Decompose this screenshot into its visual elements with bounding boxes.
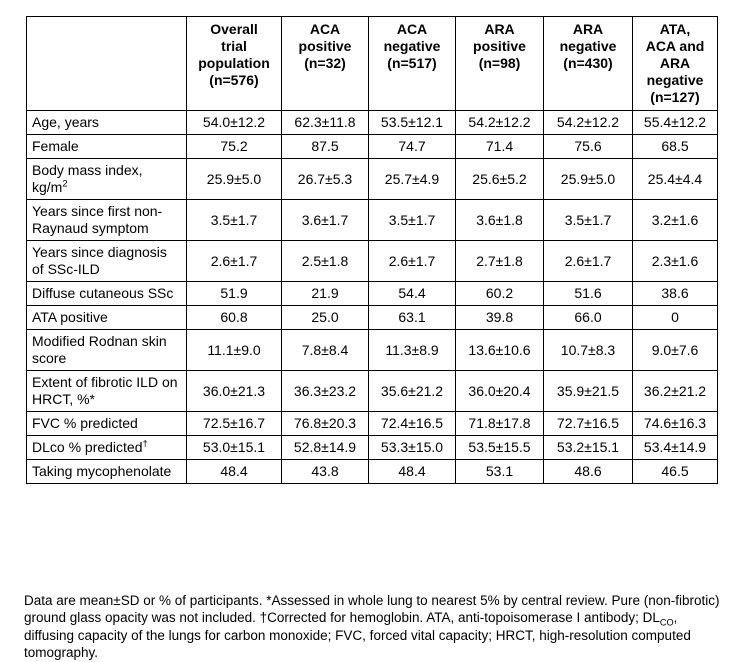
cell-value: 25.7±4.9 bbox=[369, 159, 456, 200]
cell-value: 53.5±12.1 bbox=[369, 111, 456, 135]
table-row bbox=[27, 371, 718, 412]
column-header: ACA negative (n=517) bbox=[369, 17, 456, 111]
row-label: DLco % predicted† bbox=[27, 436, 187, 460]
cell-value: 60.8 bbox=[187, 306, 282, 330]
superscript-marker: 2 bbox=[62, 178, 68, 190]
table-body bbox=[27, 111, 718, 484]
cell-value: 36.0±21.3 bbox=[187, 371, 282, 412]
table-row bbox=[27, 436, 718, 460]
cell-value: 71.4 bbox=[456, 135, 544, 159]
cell-value: 43.8 bbox=[282, 460, 369, 484]
cell-value: 53.3±15.0 bbox=[369, 436, 456, 460]
cell-value: 75.6 bbox=[544, 135, 633, 159]
cell-value: 60.2 bbox=[456, 282, 544, 306]
column-header: ARA negative (n=430) bbox=[544, 17, 633, 111]
cell-value: 11.3±8.9 bbox=[369, 330, 456, 371]
cell-value: 11.1±9.0 bbox=[187, 330, 282, 371]
table-row bbox=[27, 412, 718, 436]
cell-value: 13.6±10.6 bbox=[456, 330, 544, 371]
cell-value: 26.7±5.3 bbox=[282, 159, 369, 200]
cell-value: 54.4 bbox=[369, 282, 456, 306]
row-label: Female bbox=[27, 135, 187, 159]
cell-value: 87.5 bbox=[282, 135, 369, 159]
cell-value: 25.6±5.2 bbox=[456, 159, 544, 200]
cell-value: 53.5±15.5 bbox=[456, 436, 544, 460]
row-label: Body mass index, $kg/m^2$ bbox=[27, 159, 187, 200]
subscript-marker: CO bbox=[659, 617, 674, 628]
cell-value: 62.3±11.8 bbox=[282, 111, 369, 135]
cell-value: 25.4±4.4 bbox=[633, 159, 718, 200]
cell-value: 54.0±12.2 bbox=[187, 111, 282, 135]
cell-value: 2.6±1.7 bbox=[187, 241, 282, 282]
row-label: ATA positive bbox=[27, 306, 187, 330]
cell-value: 48.6 bbox=[544, 460, 633, 484]
table-row bbox=[27, 241, 718, 282]
cell-value: 36.0±20.4 bbox=[456, 371, 544, 412]
cell-value: 3.2±1.6 bbox=[633, 200, 718, 241]
cell-value: 68.5 bbox=[633, 135, 718, 159]
cell-value: 74.7 bbox=[369, 135, 456, 159]
cell-value: 7.8±8.4 bbox=[282, 330, 369, 371]
table-row bbox=[27, 460, 718, 484]
cell-value: 10.7±8.3 bbox=[544, 330, 633, 371]
cell-value: 3.5±1.7 bbox=[544, 200, 633, 241]
column-header: ACA positive (n=32) bbox=[282, 17, 369, 111]
row-label: FVC % predicted bbox=[27, 412, 187, 436]
cell-value: 3.6±1.8 bbox=[456, 200, 544, 241]
row-label: Diffuse cutaneous SSc bbox=[27, 282, 187, 306]
cell-value: 2.6±1.7 bbox=[544, 241, 633, 282]
cell-value: 46.5 bbox=[633, 460, 718, 484]
cell-value: 3.6±1.7 bbox=[282, 200, 369, 241]
column-header: ATA, ACA and ARA negative (n=127) bbox=[633, 17, 718, 111]
table-row bbox=[27, 111, 718, 135]
table-row bbox=[27, 282, 718, 306]
cell-value: 25.0 bbox=[282, 306, 369, 330]
row-label: Years since diagnosis of SSc-ILD bbox=[27, 241, 187, 282]
cell-value: 39.8 bbox=[456, 306, 544, 330]
cell-value: 72.5±16.7 bbox=[187, 412, 282, 436]
cell-value: 54.2±12.2 bbox=[544, 111, 633, 135]
cell-value: 21.9 bbox=[282, 282, 369, 306]
cell-value: 35.6±21.2 bbox=[369, 371, 456, 412]
column-header: Overall trial population (n=576) bbox=[187, 17, 282, 111]
row-label: Years since first non-Raynaud symptom bbox=[27, 200, 187, 241]
baseline-characteristics-table bbox=[26, 16, 718, 484]
cell-value: 36.2±21.2 bbox=[633, 371, 718, 412]
table-row bbox=[27, 306, 718, 330]
cell-value: 25.9±5.0 bbox=[544, 159, 633, 200]
table-row bbox=[27, 159, 718, 200]
cell-value: 53.4±14.9 bbox=[633, 436, 718, 460]
cell-value: 53.1 bbox=[456, 460, 544, 484]
cell-value: 72.4±16.5 bbox=[369, 412, 456, 436]
cell-value: 51.9 bbox=[187, 282, 282, 306]
cell-value: 53.0±15.1 bbox=[187, 436, 282, 460]
cell-value: 2.6±1.7 bbox=[369, 241, 456, 282]
cell-value: 25.9±5.0 bbox=[187, 159, 282, 200]
cell-value: 2.5±1.8 bbox=[282, 241, 369, 282]
cell-value: 74.6±16.3 bbox=[633, 412, 718, 436]
cell-value: 2.7±1.8 bbox=[456, 241, 544, 282]
column-header: ARA positive (n=98) bbox=[456, 17, 544, 111]
cell-value: 9.0±7.6 bbox=[633, 330, 718, 371]
cell-value: 55.4±12.2 bbox=[633, 111, 718, 135]
cell-value: 71.8±17.8 bbox=[456, 412, 544, 436]
cell-value: 38.6 bbox=[633, 282, 718, 306]
cell-value: 53.2±15.1 bbox=[544, 436, 633, 460]
cell-value: 54.2±12.2 bbox=[456, 111, 544, 135]
cell-value: 3.5±1.7 bbox=[187, 200, 282, 241]
cell-value: 76.8±20.3 bbox=[282, 412, 369, 436]
table-footnote: Data are mean±SD or % of participants. *Assessed in whole lung to nearest 5% by central review. Pure (non-fibrotic) ground glass opacity was not included. †Corrected for hemoglobin. ATA, anti-topoisomerase I antibody; $DL_{CO}$, diffusing capacity of the lungs for carbon monoxide; FVC, forced vital capacity; HRCT, high-resolution computed tomography. bbox=[24, 592, 720, 660]
row-label: Age, years bbox=[27, 111, 187, 135]
cell-value: 2.3±1.6 bbox=[633, 241, 718, 282]
cell-value: 36.3±23.2 bbox=[282, 371, 369, 412]
cell-value: 3.5±1.7 bbox=[369, 200, 456, 241]
cell-value: 48.4 bbox=[369, 460, 456, 484]
cell-value: 75.2 bbox=[187, 135, 282, 159]
superscript-marker: † bbox=[142, 438, 148, 450]
cell-value: 51.6 bbox=[544, 282, 633, 306]
row-label: Extent of fibrotic ILD on HRCT, %* bbox=[27, 371, 187, 412]
cell-value: 72.7±16.5 bbox=[544, 412, 633, 436]
header-row bbox=[27, 17, 718, 111]
cell-value: 35.9±21.5 bbox=[544, 371, 633, 412]
row-label: Modified Rodnan skin score bbox=[27, 330, 187, 371]
cell-value: 52.8±14.9 bbox=[282, 436, 369, 460]
corner-cell bbox=[27, 17, 187, 111]
table-row bbox=[27, 135, 718, 159]
baseline-characteristics-table-container bbox=[26, 16, 717, 484]
cell-value: 63.1 bbox=[369, 306, 456, 330]
cell-value: 0 bbox=[633, 306, 718, 330]
cell-value: 66.0 bbox=[544, 306, 633, 330]
cell-value: 48.4 bbox=[187, 460, 282, 484]
table-row bbox=[27, 200, 718, 241]
row-label: Taking mycophenolate bbox=[27, 460, 187, 484]
table-row bbox=[27, 330, 718, 371]
